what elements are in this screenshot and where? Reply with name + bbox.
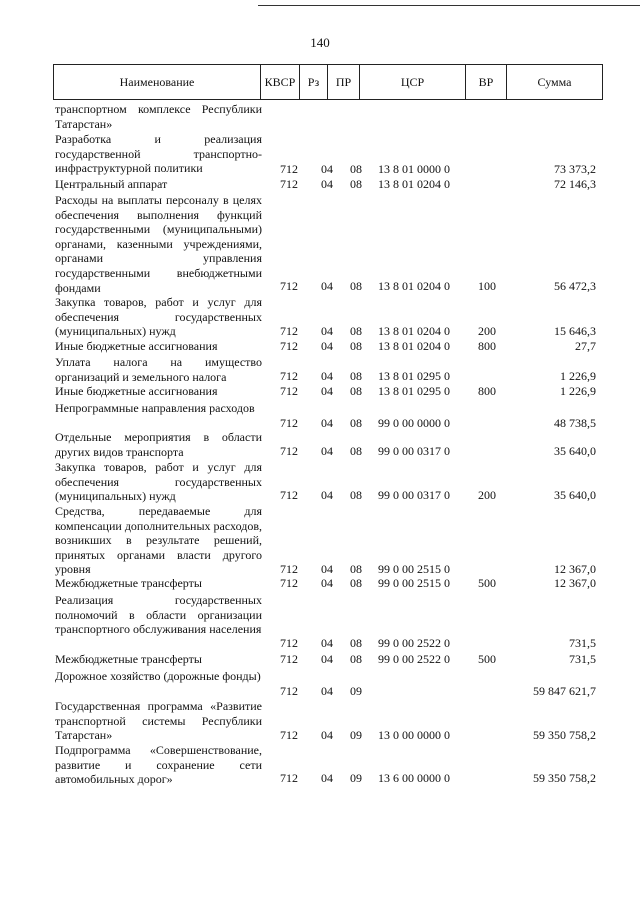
- header-sum: Сумма: [537, 75, 572, 89]
- row-pr: 08: [350, 369, 362, 383]
- row-vr: 200: [478, 324, 496, 338]
- row-kvsr: 712: [280, 177, 298, 191]
- row-rz: 04: [321, 384, 333, 398]
- row-csr: 99 0 00 2522 0: [378, 652, 450, 666]
- row-name: Государственная программа «Развитие транспортной системы Республики Татарстан»: [55, 699, 262, 743]
- row-kvsr: 712: [280, 384, 298, 398]
- row-kvsr: 712: [280, 636, 298, 650]
- table-row: [0, 504, 640, 577]
- row-pr: 08: [350, 279, 362, 293]
- table-row: [0, 339, 640, 355]
- table-row: [0, 384, 640, 400]
- row-rz: 04: [321, 339, 333, 353]
- row-rz: 04: [321, 444, 333, 458]
- table-row: [0, 193, 640, 295]
- row-csr: 13 0 00 0000 0: [378, 728, 450, 742]
- row-name: Отдельные мероприятия в области других видов транспорта: [55, 430, 262, 459]
- table-row: [0, 132, 640, 177]
- row-csr: 99 0 00 0317 0: [378, 488, 450, 502]
- header-csr: ЦСР: [360, 65, 466, 99]
- row-sum: 12 367,0: [554, 576, 596, 590]
- row-kvsr: 712: [280, 684, 298, 698]
- row-name: Закупка товаров, работ и услуг для обеспечения государственных (муниципальных) нужд: [55, 460, 262, 504]
- row-rz: 04: [321, 162, 333, 176]
- table-row: [0, 460, 640, 505]
- header-name: Наименование: [54, 65, 261, 99]
- row-kvsr: 712: [280, 162, 298, 176]
- row-sum: 27,7: [575, 339, 596, 353]
- row-csr: 13 6 00 0000 0: [378, 771, 450, 785]
- row-name: Иные бюджетные ассигнования: [55, 339, 218, 353]
- row-sum: 59 350 758,2: [533, 728, 596, 742]
- row-csr: 99 0 00 2522 0: [378, 636, 450, 650]
- row-sum: 731,5: [569, 636, 596, 650]
- row-name: Подпрограмма «Совершенствование, развитие и сохранение сети автомобильных дорог»: [55, 743, 262, 787]
- row-csr: 13 8 01 0204 0: [378, 324, 450, 338]
- row-pr: 09: [350, 684, 362, 698]
- row-csr: 99 0 00 0000 0: [378, 416, 450, 430]
- row-pr: 08: [350, 162, 362, 176]
- row-pr: 08: [350, 562, 362, 576]
- row-csr: 13 8 01 0204 0: [378, 177, 450, 191]
- row-sum: 59 350 758,2: [533, 771, 596, 785]
- row-sum: 35 640,0: [554, 488, 596, 502]
- row-rz: 04: [321, 684, 333, 698]
- row-sum: 72 146,3: [554, 177, 596, 191]
- row-sum: 12 367,0: [554, 562, 596, 576]
- table-row: [0, 652, 640, 668]
- row-kvsr: 712: [280, 576, 298, 590]
- row-csr: 99 0 00 0317 0: [378, 444, 450, 458]
- row-csr: 13 8 01 0204 0: [378, 339, 450, 353]
- row-vr: 100: [478, 279, 496, 293]
- row-pr: 08: [350, 636, 362, 650]
- table-row: [0, 593, 640, 653]
- row-rz: 04: [321, 576, 333, 590]
- row-csr: 13 8 01 0000 0: [378, 162, 450, 176]
- row-name: Расходы на выплаты персоналу в целях обеспечения выполнения функций государственными (муниципальными) органами, казенными учреждениями, органами управления государственными внебюджетными фондами: [55, 193, 262, 295]
- table-row: [0, 295, 640, 340]
- row-kvsr: 712: [280, 444, 298, 458]
- row-name: Иные бюджетные ассигнования: [55, 384, 218, 398]
- row-sum: 1 226,9: [560, 384, 596, 398]
- row-pr: 08: [350, 444, 362, 458]
- row-vr: 500: [478, 576, 496, 590]
- table-header: [53, 64, 603, 100]
- row-vr: 500: [478, 652, 496, 666]
- row-csr: 99 0 00 2515 0: [378, 576, 450, 590]
- header-rz: Рз: [300, 65, 328, 99]
- header-pr: ПР: [328, 65, 360, 99]
- row-rz: 04: [321, 324, 333, 338]
- row-csr: 99 0 00 2515 0: [378, 562, 450, 576]
- row-name: Непрограммные направления расходов: [55, 401, 255, 415]
- table-row: [0, 743, 640, 788]
- row-pr: 09: [350, 728, 362, 742]
- table-row: [0, 576, 640, 592]
- row-sum: 56 472,3: [554, 279, 596, 293]
- row-kvsr: 712: [280, 728, 298, 742]
- row-kvsr: 712: [280, 324, 298, 338]
- row-sum: 731,5: [569, 652, 596, 666]
- row-name: Закупка товаров, работ и услуг для обеспечения государственных (муниципальных) нужд: [55, 295, 262, 339]
- row-pr: 08: [350, 324, 362, 338]
- row-kvsr: 712: [280, 369, 298, 383]
- row-vr: 200: [478, 488, 496, 502]
- page-number: 140: [310, 35, 330, 50]
- row-pr: 08: [350, 576, 362, 590]
- table-row: [0, 430, 640, 460]
- row-rz: 04: [321, 369, 333, 383]
- row-sum: 35 640,0: [554, 444, 596, 458]
- row-kvsr: 712: [280, 416, 298, 430]
- row-vr: 800: [478, 384, 496, 398]
- row-kvsr: 712: [280, 488, 298, 502]
- row-kvsr: 712: [280, 771, 298, 785]
- table-row: [0, 177, 640, 193]
- top-rule: [258, 5, 640, 6]
- table-row: [0, 699, 640, 744]
- row-rz: 04: [321, 279, 333, 293]
- row-name: Межбюджетные трансферты: [55, 576, 202, 590]
- row-pr: 08: [350, 652, 362, 666]
- row-csr: 13 8 01 0295 0: [378, 384, 450, 398]
- row-rz: 04: [321, 562, 333, 576]
- row-name: транспортном комплексе Республики Татарстан»: [55, 102, 262, 131]
- row-sum: 48 738,5: [554, 416, 596, 430]
- row-rz: 04: [321, 416, 333, 430]
- row-name: Средства, передаваемые для компенсации дополнительных расходов, возникших в результате решений, принятых органами власти другого уровня: [55, 504, 262, 577]
- row-vr: 800: [478, 339, 496, 353]
- row-pr: 08: [350, 416, 362, 430]
- row-name: Дорожное хозяйство (дорожные фонды): [55, 669, 261, 683]
- row-pr: 08: [350, 339, 362, 353]
- row-rz: 04: [321, 728, 333, 742]
- row-name: Уплата налога на имущество организаций и земельного налога: [55, 355, 262, 384]
- row-pr: 09: [350, 771, 362, 785]
- row-sum: 59 847 621,7: [533, 684, 596, 698]
- row-csr: 13 8 01 0295 0: [378, 369, 450, 383]
- table-row: [0, 401, 640, 431]
- row-pr: 08: [350, 488, 362, 502]
- header-vr: ВР: [466, 65, 507, 99]
- row-rz: 04: [321, 488, 333, 502]
- row-pr: 08: [350, 384, 362, 398]
- row-csr: 13 8 01 0204 0: [378, 279, 450, 293]
- table-row: [0, 669, 640, 699]
- row-name: Центральный аппарат: [55, 177, 168, 191]
- row-kvsr: 712: [280, 279, 298, 293]
- table-row: [0, 102, 640, 132]
- row-sum: 15 646,3: [554, 324, 596, 338]
- header-kvsr: КВСР: [261, 65, 300, 99]
- row-name: Разработка и реализация государственной транспортно-инфраструктурной политики: [55, 132, 262, 176]
- row-rz: 04: [321, 636, 333, 650]
- table-row: [0, 355, 640, 385]
- row-rz: 04: [321, 177, 333, 191]
- row-name: Межбюджетные трансферты: [55, 652, 202, 666]
- row-sum: 1 226,9: [560, 369, 596, 383]
- row-kvsr: 712: [280, 339, 298, 353]
- row-kvsr: 712: [280, 652, 298, 666]
- row-kvsr: 712: [280, 562, 298, 576]
- row-rz: 04: [321, 652, 333, 666]
- row-pr: 08: [350, 177, 362, 191]
- row-name: Реализация государственных полномочий в области организации транспортного обслуживания населения: [55, 593, 262, 637]
- row-rz: 04: [321, 771, 333, 785]
- row-sum: 73 373,2: [554, 162, 596, 176]
